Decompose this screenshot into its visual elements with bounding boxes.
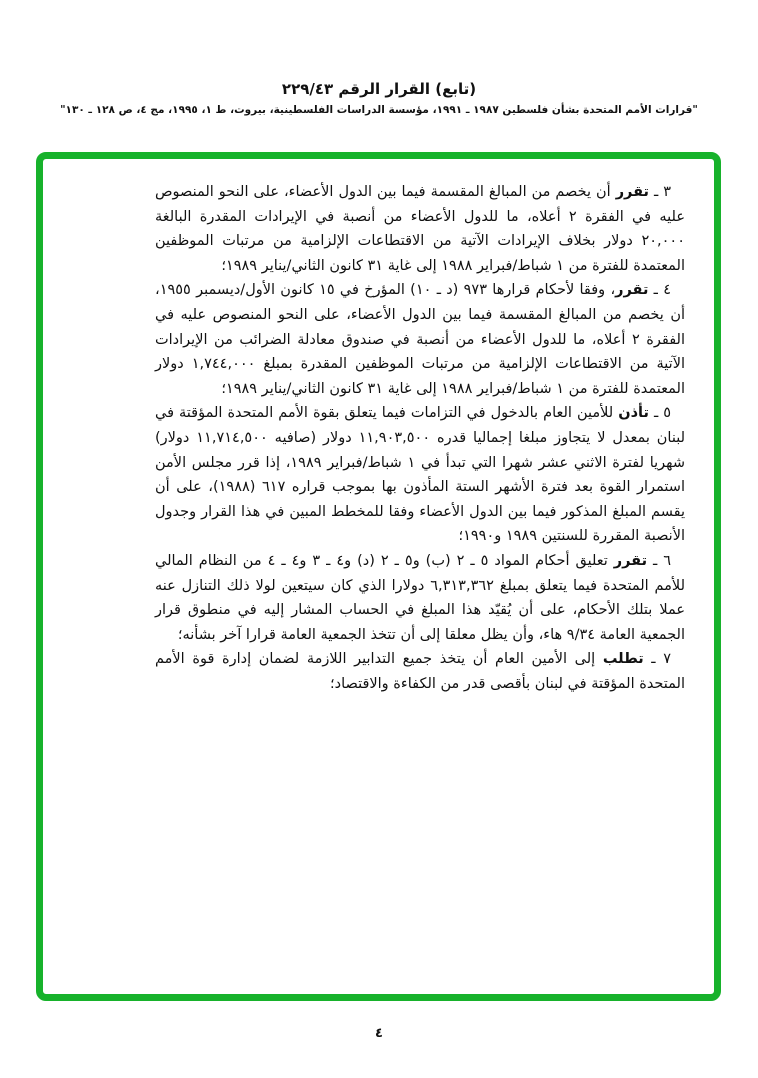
- paragraph-3-text: أن يخصم من المبالغ المقسمة فيما بين الدول الأعضاء، على النحو المنصوص عليه في الفقرة ٢ أعلاه، ما للدول الأعضاء من أنصبة في الإيرادات المقدرة البالغة ٢٠,٠٠٠ دولار بخلاف الإيرادات الآتية من الاقتطاعات الإلزامية من مرتبات الموظفين المعتمدة للفترة من ١ شباط/فبراير ١٩٨٨ إلى غاية ٣١ كانون الثاني/يناير ١٩٨٩؛: [155, 184, 685, 274]
- paragraph-6-number: ٦ ـ: [647, 552, 672, 569]
- paragraph-5-text: للأمين العام بالدخول في التزامات فيما يتعلق بقوة الأمم المتحدة المؤقتة في لبنان بمعدل لا يتجاوز مبلغا إجماليا قدره ١١,٩٠٣,٥٠٠ دولار (صافيه ١١,٧١٤,٥٠٠ دولار) شهريا لفترة الاثني عشر شهرا التي تبدأ في ١ شباط/فبراير ١٩٨٩، إذا قرر مجلس الأمن استمرار القوة بعد فترة الأشهر الستة المأذون بها بموجب قراره ٦١٧ (١٩٨٨)، على أن يقسم المبلغ المذكور فيما بين الدول الأعضاء وفقا للمخطط المبين في هذا القرار وجدول الأنصبة المقررة للسنتين ١٩٨٩ و١٩٩٠؛: [155, 405, 685, 545]
- paragraph-5-operative-word: تأذن: [618, 405, 649, 422]
- paragraph-5: [155, 401, 685, 549]
- paragraph-6-text: تعليق أحكام المواد ٥ ـ ٢ (ب) و٥ ـ ٢ (د) و٤ ـ ٣ و٤ ـ ٤ من النظام المالي للأمم المتحدة فيما يتعلق بمبلغ ٦,٣١٣,٣٦٢ دولارا الذي كان سيتعين لولا ذلك التنازل عنه عملا بتلك الأحكام، على أن يُقيّد هذا المبلغ في الحساب المشار إليه في منطوق قرار الجمعية العامة ٩/٣٤ هاء، وأن يظل معلقا إلى أن تتخذ الجمعية العامة قرارا آخر بشأنه؛: [155, 552, 686, 643]
- paragraph-4-number: ٤ ـ: [648, 282, 671, 299]
- paragraph-3-operative-word: تقرر: [615, 184, 649, 200]
- page-number: ٤: [375, 1026, 383, 1041]
- paragraph-3: [155, 180, 685, 278]
- paragraph-4-operative-word: تقرر: [615, 282, 649, 299]
- paragraph-6: [155, 549, 685, 647]
- paragraph-7-number: ٧ ـ: [643, 651, 671, 668]
- paragraph-7: [155, 647, 685, 696]
- source-citation-line: "قرارات الأمم المتحدة بشأن فلسطين ١٩٨٧ ـ ١٩٩١، مؤسسة الدراسات الفلسطينية، بيروت، ط ١، ١٩٩٥، مج ٤، ص ١٢٨ ـ ١٣٠": [60, 104, 698, 116]
- paragraph-7-text: إلى الأمين العام أن يتخذ جميع التدابير اللازمة لضمان إدارة قوة الأمم المتحدة المؤقتة في لبنان بأقصى قدر من الكفاءة والاقتصاد؛: [155, 651, 685, 692]
- paragraph-6-operative-word: تقرر: [613, 552, 648, 569]
- paragraph-5-number: ٥ ـ: [648, 405, 672, 422]
- page-title: (تابع) القرار الرقم ٢٢٩/٤٣: [281, 80, 477, 98]
- paragraph-3-number: ٣ ـ: [648, 184, 671, 200]
- paragraph-7-operative-word: تطلب: [602, 651, 644, 668]
- resolution-body-text: [155, 180, 685, 696]
- paragraph-4: [155, 278, 685, 401]
- paragraph-4-text: ، وفقا لأحكام قرارها ٩٧٣ (د ـ ١٠) المؤرخ في ١٥ كانون الأول/ديسمبر ١٩٥٥، أن يخصم من المبالغ المقسمة فيما بين الدول الأعضاء، على النحو المنصوص عليه في الفقرة ٢ أعلاه، ما للدول الأعضاء من أنصبة في صندوق معادلة الضرائب من الإيرادات الآتية من الاقتطاعات الإلزامية من مرتبات الموظفين المقدرة بمبلغ ١,٧٤٤,٠٠٠ دولار المعتمدة للفترة من ١ شباط/فبراير ١٩٨٨ إلى غاية ٣١ كانون الثاني/يناير ١٩٨٩؛: [155, 282, 686, 397]
